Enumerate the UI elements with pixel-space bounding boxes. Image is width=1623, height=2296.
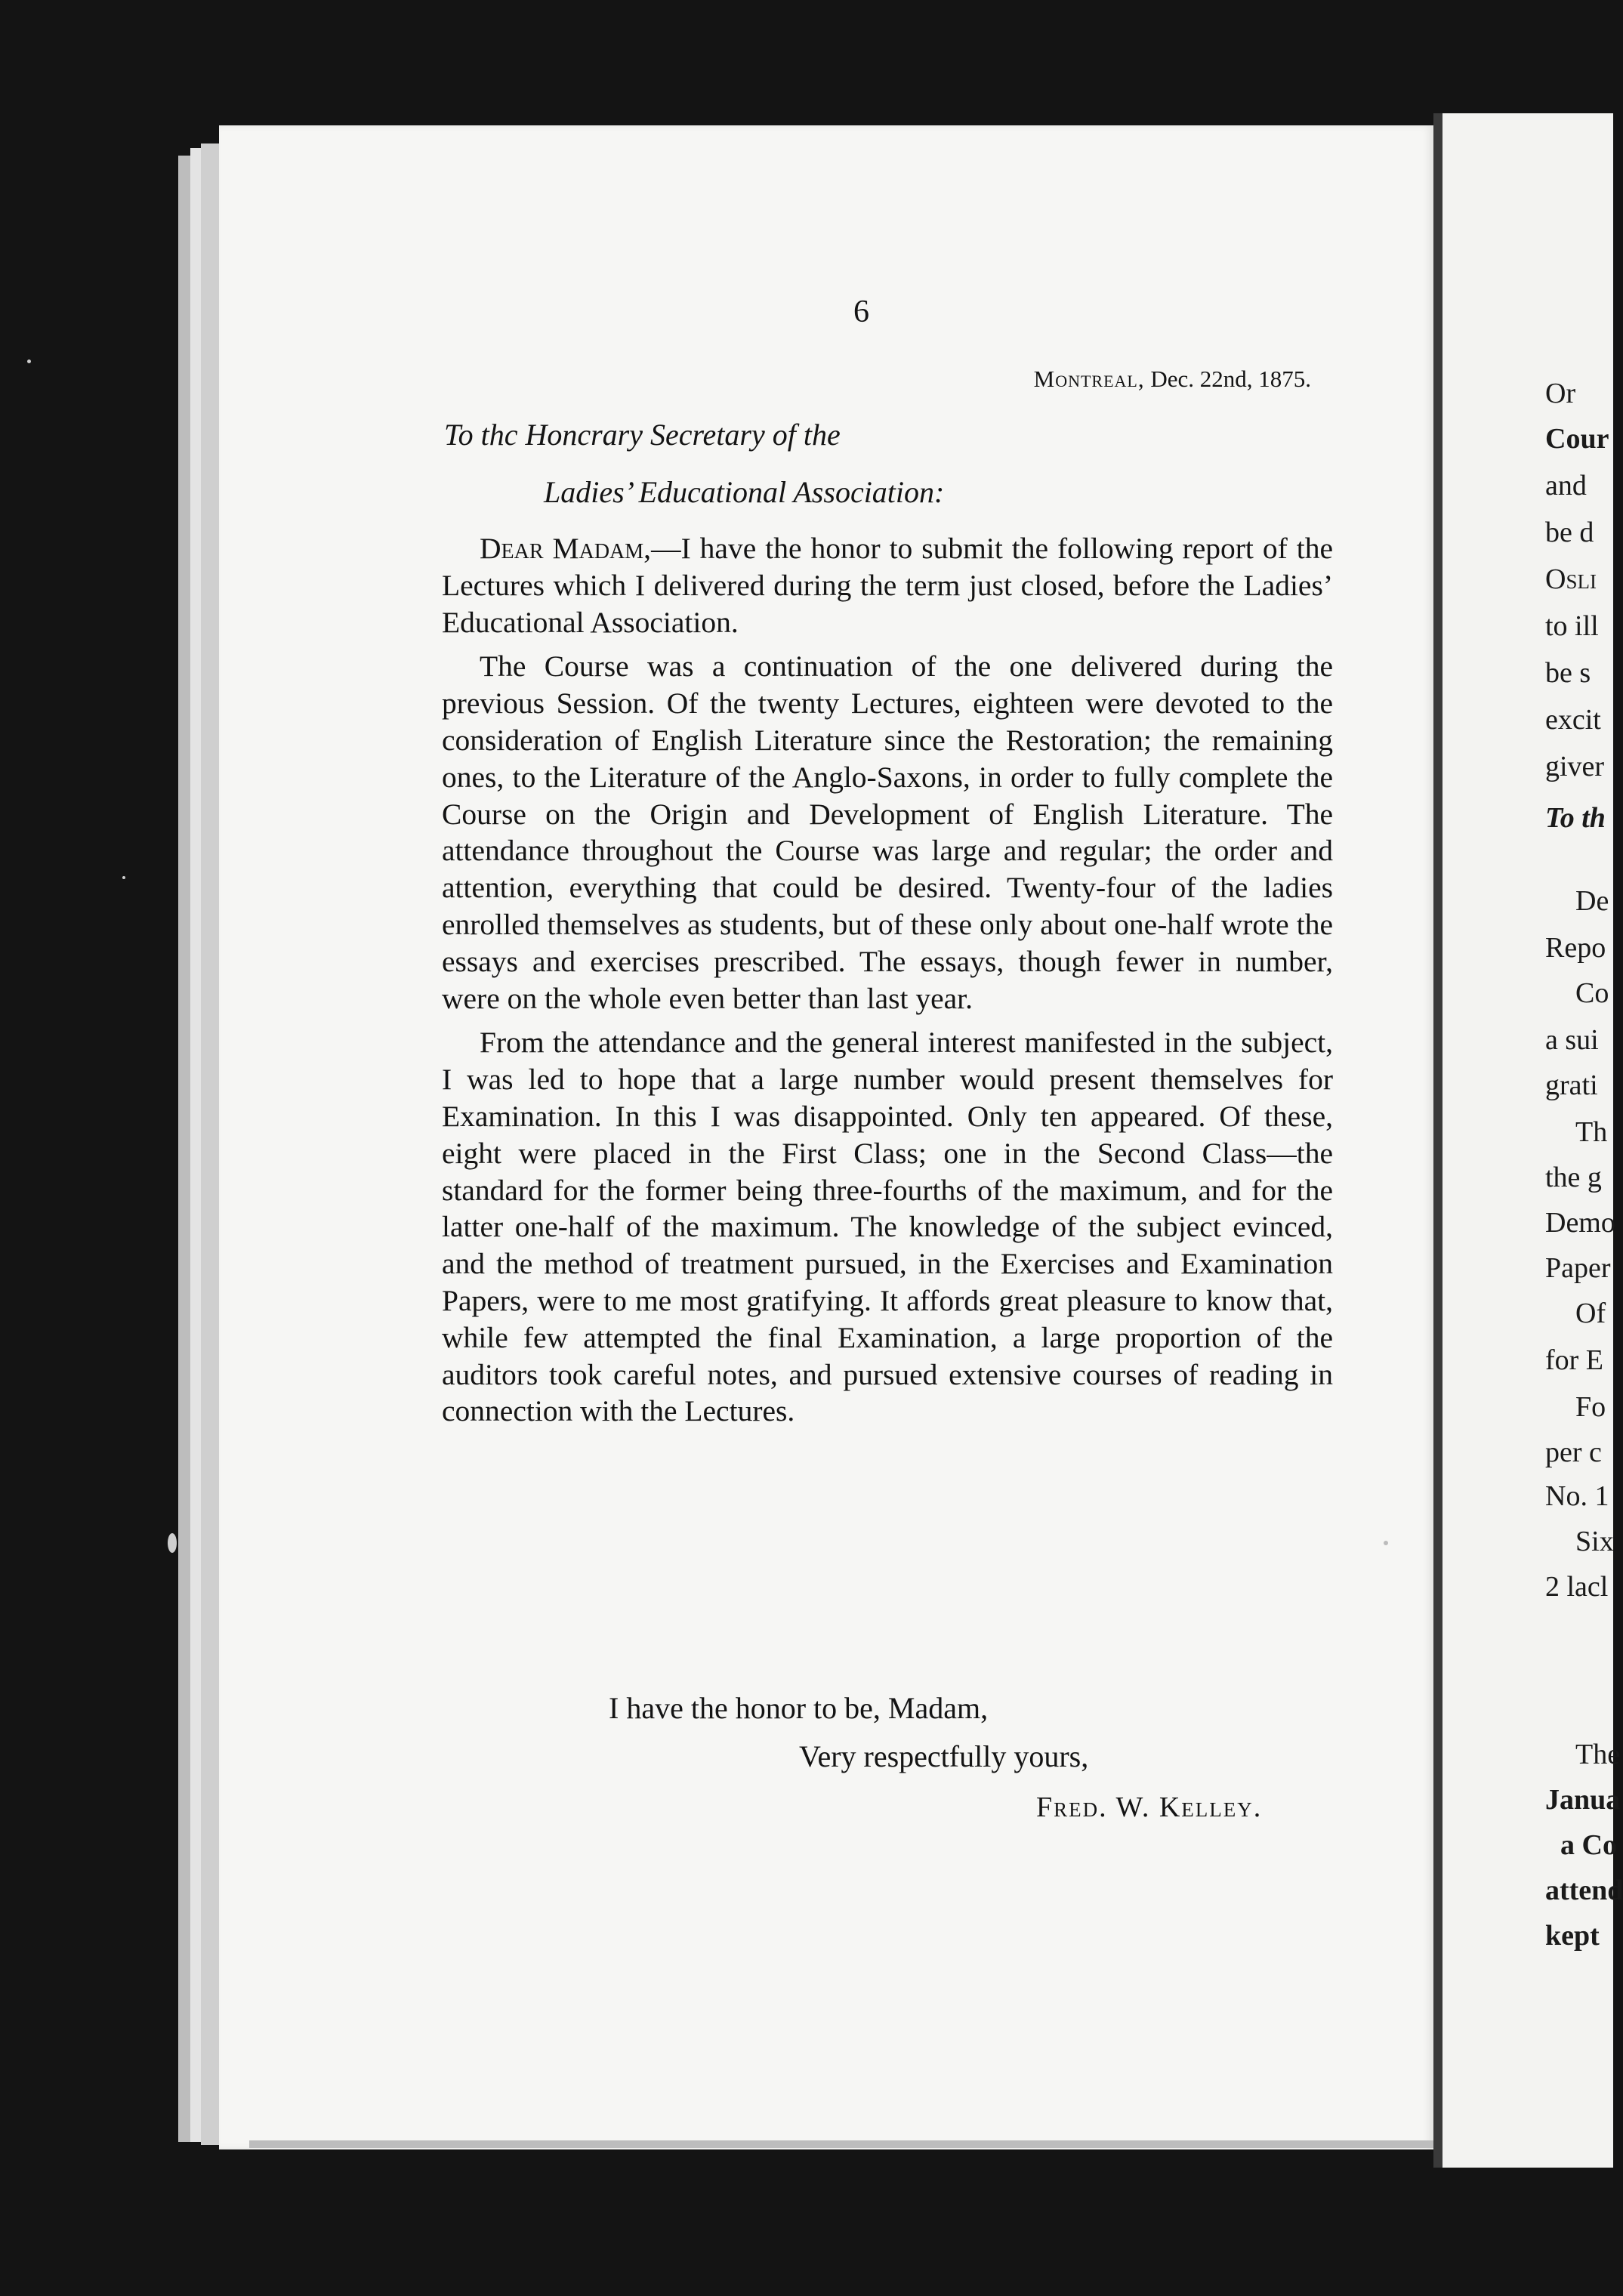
dateline-date: Dec. 22nd, 1875. [1150, 366, 1311, 392]
facing-line: Of [1575, 1298, 1606, 1329]
facing-line: Paper [1545, 1252, 1611, 1284]
page-number: 6 [853, 295, 869, 329]
scan-speck [27, 360, 31, 363]
scan-speck [168, 1533, 177, 1553]
facing-line: Demo [1545, 1207, 1615, 1239]
facing-line: per c [1545, 1437, 1602, 1468]
facing-line: a Co [1560, 1829, 1617, 1861]
facing-line: giver [1545, 751, 1605, 782]
paragraph-1-text: —I have the honor to submit the following report of the Lectures which I delivered during the term just closed, before the Ladies’ Educational Association. [442, 532, 1333, 639]
page-stack-edge [190, 148, 201, 2142]
paragraph-1 [442, 530, 1333, 640]
page-bottom-edge [249, 2140, 1435, 2148]
facing-line: Fo [1575, 1391, 1606, 1423]
facing-line: Six [1575, 1526, 1614, 1557]
scan-speck [1384, 1541, 1388, 1545]
paragraph-3: From the attendance and the general interest manifested in the subject, I was led to hope that a large number would present themselves for Examination. In this I was disappointed. Only ten appeared. Of these, eight were placed in the First Class; one in the Second Class—the standard for the former being three-fourths of the maximum, and for the latter one-half of the maximum. The knowledge of the subject evinced, and the method of treatment pursued, in the Exercises and Examination Papers, were to me most gratifying. It affords great pleasure to know that, while few attempted the final Examination, a large proportion of the auditors took careful notes, and pursued extensive courses of reading in connection with the Lectures. [442, 1026, 1333, 1428]
facing-line: 2 lacl [1545, 1571, 1609, 1603]
book-gutter [1433, 113, 1442, 2168]
paragraph-2: The Course was a continuation of the one delivered during the previous Session. Of the twenty Lectures, eighteen were devoted to the consideration of English Literature since the Restoration; the remaining ones, to the Literature of the Anglo-Saxons, in order to fully complete the Course on the Origin and Development of English Literature. The attendance throughout the Course was large and regular; the order and attention, everything that could be desired. Twenty-four of the ladies enrolled themselves as students, but of these only about one-half wrote the essays and exercises prescribed. The essays, though fewer in number, were on the whole even better than last year. [442, 650, 1333, 1015]
facing-line: be d [1545, 517, 1594, 548]
facing-line: a sui [1545, 1024, 1599, 1056]
facing-line: Janua [1545, 1784, 1621, 1816]
signature: Fred. W. Kelley. [1036, 1791, 1263, 1823]
facing-line: be s [1545, 657, 1591, 689]
greeting: Dear Madam, [480, 532, 652, 565]
facing-line: Co [1575, 977, 1609, 1009]
letter-body [442, 530, 1333, 1437]
facing-line: Cour [1545, 423, 1609, 455]
closing-line-2: Very respectfully yours, [799, 1739, 1089, 1773]
page-stack-edge [201, 144, 219, 2145]
facing-line: Repo [1545, 932, 1606, 964]
facing-line: for E [1545, 1344, 1604, 1376]
facing-line: De [1575, 885, 1609, 917]
facing-line: grati [1545, 1069, 1598, 1101]
scan-speck [122, 876, 125, 879]
facing-page [1442, 113, 1623, 2168]
page-stack-edge [178, 156, 190, 2142]
facing-line: and [1545, 470, 1587, 501]
facing-line: Osli [1545, 563, 1597, 595]
facing-line: Or [1545, 378, 1576, 409]
facing-line: The [1575, 1739, 1621, 1770]
dateline [1034, 367, 1311, 390]
facing-line: attend [1545, 1875, 1623, 1906]
facing-line: Th [1575, 1116, 1608, 1148]
addressee-line-2: Ladies’ Educational Association: [544, 475, 945, 509]
facing-line: the g [1545, 1162, 1602, 1193]
facing-line: To th [1545, 802, 1606, 834]
facing-line: No. 1 [1545, 1480, 1609, 1512]
facing-line: kept [1545, 1920, 1600, 1952]
addressee-line-1: To thc Honcrary Secretary of the [444, 418, 841, 452]
facing-line: excit [1545, 704, 1601, 736]
closing-line-1: I have the honor to be, Madam, [609, 1691, 989, 1725]
dateline-place: Montreal, [1033, 366, 1145, 392]
facing-line: to ill [1545, 610, 1599, 642]
